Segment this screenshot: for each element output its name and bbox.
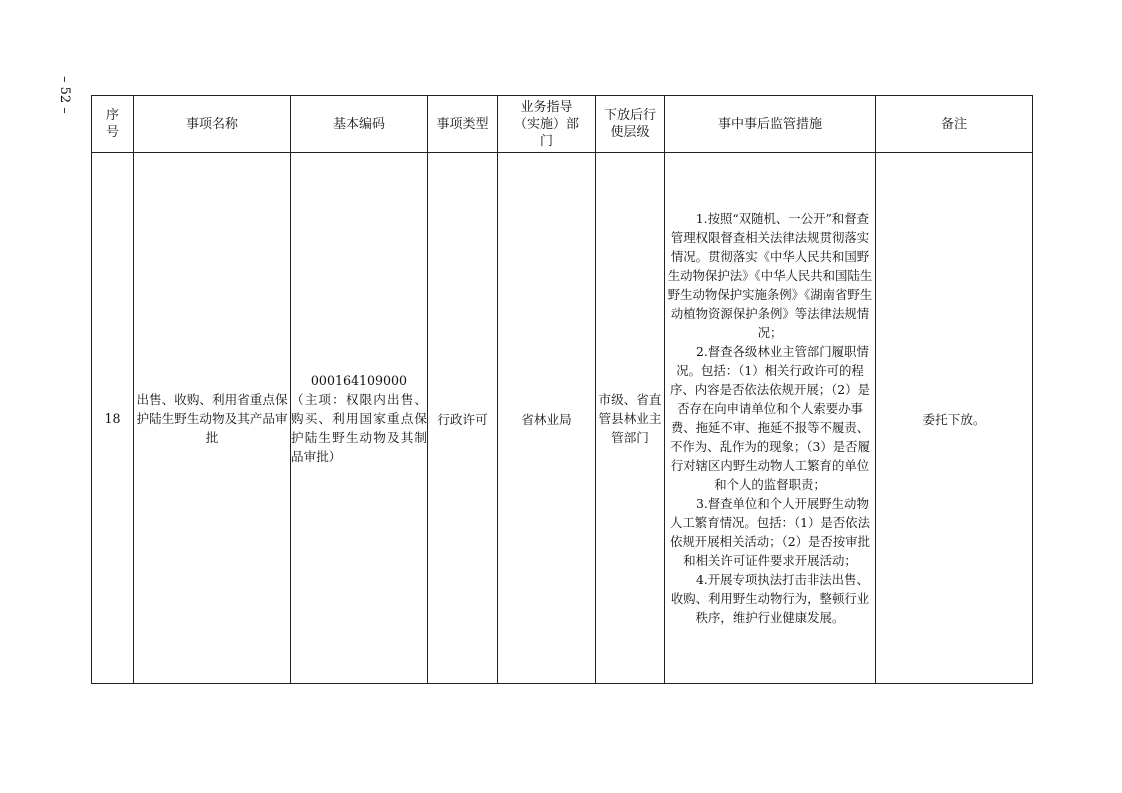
cell-code [291,153,428,684]
cell-remarks: 委托下放。 [876,153,1033,684]
code-description: （主项：权限内出售、购买、利用国家重点保护陆生野生动物及其制品审批） [291,391,427,464]
code-number: 000164109000 [310,372,408,388]
approval-items-table [91,95,1033,684]
header-name: 事项名称 [134,96,291,153]
header-type: 事项类型 [428,96,498,153]
page-number: – 52 – [57,76,72,114]
measure-item: 3.督查单位和个人开展野生动物人工繁育情况。包括：（1）是否依法依规开展相关活动；（2）是否按审批和相关许可证件要求开展活动； [670,496,870,568]
table-row [92,153,1033,684]
cell-dept: 省林业局 [498,153,596,684]
header-remarks: 备注 [876,96,1033,153]
header-dept: 业务指导（实施）部门 [498,96,596,153]
cell-measures [665,153,876,684]
cell-seq: 18 [92,153,134,684]
measure-item: 1.按照“双随机、一公开”和督查管理权限督查相关法律法规贯彻落实情况。贯彻落实《中华人民共和国野生动物保护法》《中华人民共和国陆生野生动物保护实施条例》《湖南省野生动植物资源保护条例》等法律法规情况； [667,211,873,340]
cell-name: 出售、收购、利用省重点保护陆生野生动物及其产品审批 [134,153,291,684]
header-measures: 事中事后监管措施 [665,96,876,153]
cell-type: 行政许可 [428,153,498,684]
table-header-row [92,96,1033,153]
measure-item: 4.开展专项执法打击非法出售、收购、利用野生动物行为，整顿行业秩序，维护行业健康发展。 [670,572,870,625]
header-seq: 序号 [92,96,134,153]
cell-level: 市级、省直管县林业主管部门 [596,153,665,684]
header-code: 基本编码 [291,96,428,153]
measure-item: 2.督查各级林业主管部门履职情况。包括：（1）相关行政许可的程序、内容是否依法依规开展；（2）是否存在向申请单位和个人索要办事费、拖延不审、拖延不报等不履责、不作为、乱作为的现象；（3）是否履行对辖区内野生动物人工繁育的单位和个人的监督职责； [670,344,870,492]
header-level: 下放后行使层级 [596,96,665,153]
